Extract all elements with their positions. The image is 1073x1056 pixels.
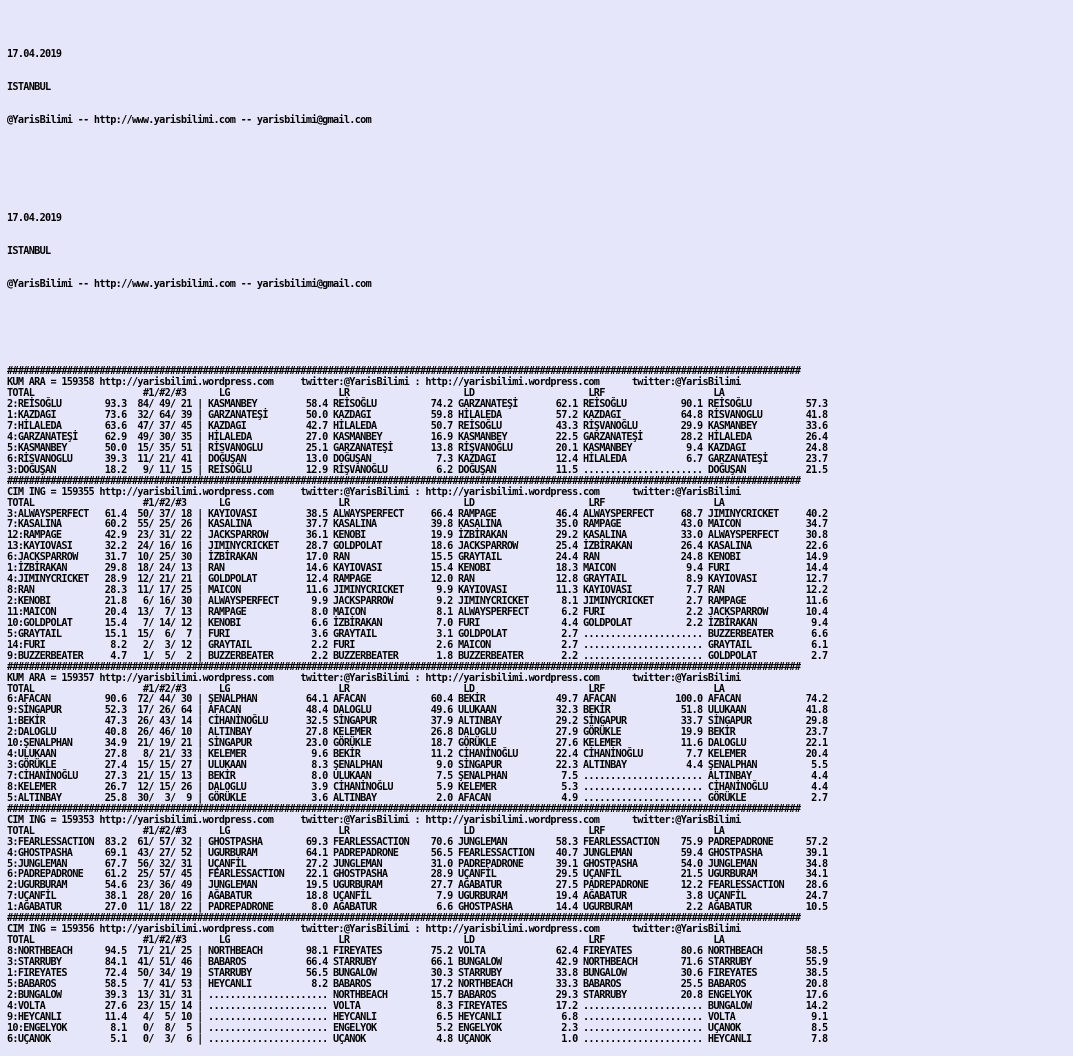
column-header-line: TOTAL #1/#2/#3 LG LR LD LRF LA — [7, 388, 725, 400]
result-row: 7:CİHANİNOĞLU 27.3 21/ 15/ 13 | BEKİR 8.0 ULUKAAN 7.5 ŞENALPHAN 7.5 ...................... ALTINBAY 4.4 — [7, 771, 828, 782]
race-sections — [7, 367, 827, 1045]
result-row: 10:ŞENALPHAN 34.9 21/ 19/ 21 | SİNGAPUR 23.0 GÖRÜKLE 18.7 GÖRÜKLE 27.6 KELEMER 11.6 DALOGLU 22.1 — [7, 738, 828, 750]
result-row: 8:NORTHBEACH 94.5 71/ 21/ 25 | NORTHBEACH 98.1 FIREYATES 75.2 VOLTA 62.4 FIREYATES 80.6 NORTHBEACH 58.5 — [7, 946, 828, 957]
separator-line: ################################################################################################################################################## — [7, 661, 801, 673]
result-row: 10:ENGELYOK 8.1 0/ 8/ 5 | ...................... ENGELYOK 5.2 ENGELYOK 2.3 ...................... UÇANOK 8.5 — [7, 1022, 828, 1034]
header-date: 17.04.2019 — [7, 48, 62, 60]
result-row: 4:JIMINYCRICKET 28.9 12/ 21/ 21 | GOLDPOLAT 12.4 RAMPAGE 12.0 RAN 12.8 GRAYTAIL 8.9 KAYIOVASI 12.7 — [7, 574, 828, 586]
race-section — [7, 367, 827, 476]
result-row: 9:HEYCANLI 11.4 4/ 5/ 10 | ...................... HEYCANLI 6.5 HEYCANLI 6.8 ...................... VOLTA 9.1 — [7, 1011, 828, 1023]
result-row: 5:GRAYTAIL 15.1 15/ 6/ 7 | FURI 3.6 GRAYTAIL 3.1 GOLDPOLAT 2.7 ...................... BUZZERBEATER 6.6 — [7, 628, 828, 640]
race-section — [7, 477, 827, 663]
result-row: 12:RAMPAGE 42.9 23/ 31/ 22 | JACKSPARROW 36.1 KENOBI 19.9 İZBİRAKAN 29.2 KASALINA 33.0 ALWAYSPERFECT 30.8 — [7, 530, 828, 542]
result-row: 7:UÇANFİL 38.1 28/ 20/ 16 | AĞABATUR 18.8 UÇANFİL 7.9 UGURBURAM 19.4 AĞABATUR 3.8 UÇANFİL 24.7 — [7, 891, 828, 903]
report-header — [7, 28, 827, 346]
separator-line: ################################################################################################################################################## — [7, 475, 801, 487]
column-header-line: TOTAL #1/#2/#3 LG LR LD LRF LA — [7, 497, 725, 509]
result-row: 11:MAICON 20.4 13/ 7/ 13 | RAMPAGE 8.0 MAICON 8.1 ALWAYSPERFECT 6.2 FURI 2.2 JACKSPARROW 10.4 — [7, 606, 828, 618]
result-row: 5:ALTINBAY 25.8 30/ 3/ 9 | GÖRÜKLE 3.6 ALTINBAY 2.0 AFACAN 4.9 ...................... GÖRÜKLE 2.7 — [7, 792, 828, 804]
result-row: 2:REİSOĞLU 93.3 84/ 49/ 21 | KASMANBEY 58.4 REİSOĞLU 74.2 GARZANATEŞİ 62.1 REİSOĞLU 90.1 REİSOĞLU 57.3 — [7, 399, 828, 411]
race-title-line: KUM ARA = 159357 http://yarisbilimi.wordpress.com twitter:@YarisBilimi : http://yarisbilimi.wordpress.com twitter:@YarisBilimi — [7, 672, 741, 684]
result-row: 3:GÖRÜKLE 27.4 15/ 15/ 27 | ULUKAAN 8.3 ŞENALPHAN 9.0 SİNGAPUR 22.3 ALTINBAY 4.4 ŞENALPHAN 5.5 — [7, 760, 828, 772]
result-row: 1:İZBİRAKAN 29.8 18/ 24/ 13 | RAN 14.6 KAYIOVASI 15.4 KENOBI 18.3 MAICON 9.4 FURI 14.4 — [7, 563, 828, 575]
race-section — [7, 663, 827, 805]
column-header-line: TOTAL #1/#2/#3 LG LR LD LRF LA — [7, 825, 725, 837]
race-section — [7, 914, 827, 1045]
result-row: 7:KASALINA 60.2 55/ 25/ 26 | KASALINA 37.7 KASALINA 39.8 KASALINA 35.0 RAMPAGE 43.0 MAICON 34.7 — [7, 519, 828, 531]
result-row: 5:KASMANBEY 50.0 15/ 35/ 51 | RİSVANOGLU 25.1 GARZANATEŞİ 13.8 RİŞVANOĞLU 20.1 KASMANBEY 9.4 KAZDAGI 24.8 — [7, 442, 828, 454]
result-row: 9:BUZZERBEATER 4.7 1/ 5/ 2 | BUZZERBEATER 2.2 BUZZERBEATER 1.8 BUZZERBEATER 2.2 ...................... GOLDPOLAT 2.7 — [7, 650, 828, 662]
result-row: 3:ALWAYSPERFECT 61.4 50/ 37/ 18 | KAYIOVASI 38.5 ALWAYSPERFECT 66.4 RAMPAGE 46.4 ALWAYSPERFECT 68.7 JIMINYCRICKET 40.2 — [7, 508, 828, 520]
result-row: 2:UGURBURAM 54.6 23/ 36/ 49 | JUNGLEMAN 19.5 UGURBURAM 27.7 AĞABATUR 27.5 PADREPADRONE 12.2 FEARLESSACTION 28.6 — [7, 880, 828, 892]
separator-line: ################################################################################################################################################## — [7, 913, 801, 925]
result-row: 4:VOLTA 27.6 23/ 15/ 14 | ...................... VOLTA 8.3 FIREYATES 17.2 ...................... BUNGALOW 14.2 — [7, 1000, 828, 1012]
header-blank — [7, 181, 827, 192]
separator-line: ################################################################################################################################################## — [7, 366, 801, 378]
result-row: 1:KAZDAGI 73.6 32/ 64/ 39 | GARZANATEŞİ 50.0 KAZDAGI 59.8 HİLALEDA 57.2 KAZDAGI 64.8 RİSVANOGLU 41.8 — [7, 410, 828, 422]
result-row: 9:SİNGAPUR 52.3 17/ 26/ 64 | AFACAN 48.4 DALOGLU 49.6 ULUKAAN 32.3 BEKİR 51.8 ULUKAAN 41.8 — [7, 705, 828, 717]
result-row: 1:FIREYATES 72.4 50/ 34/ 19 | STARRUBY 56.5 BUNGALOW 30.3 STARRUBY 33.8 BUNGALOW 30.6 FIREYATES 38.5 — [7, 967, 828, 979]
result-row: 2:DALOGLU 40.8 26/ 46/ 10 | ALTINBAY 27.8 KELEMER 26.8 DALOGLU 27.9 GÖRÜKLE 19.9 BEKİR 23.7 — [7, 727, 828, 739]
race-title-line: KUM ARA = 159358 http://yarisbilimi.wordpress.com twitter:@YarisBilimi : http://yarisbilimi.wordpress.com twitter:@YarisBilimi — [7, 377, 741, 389]
result-row: 13:KAYIOVASI 32.2 24/ 16/ 16 | JIMINYCRICKET 28.7 GOLDPOLAT 18.6 JACKSPARROW 25.4 İZBİRAKAN 26.4 KASALINA 22.6 — [7, 541, 828, 553]
result-row: 6:AFACAN 90.6 72/ 44/ 30 | ŞENALPHAN 64.1 AFACAN 60.4 BEKİR 49.7 AFACAN 100.0 AFACAN 74.2 — [7, 694, 828, 706]
result-row: 7:HİLALEDA 63.6 47/ 37/ 45 | KAZDAGI 42.7 HİLALEDA 50.7 REİSOĞLU 43.3 RİŞVANOĞLU 29.9 KASMANBEY 33.6 — [7, 421, 828, 432]
header-blank — [7, 313, 827, 324]
result-row: 6:UÇANOK 5.1 0/ 3/ 6 | ...................... UÇANOK 4.8 UÇANOK 1.0 ...................... HEYCANLI 7.8 — [7, 1033, 828, 1045]
column-header-line: TOTAL #1/#2/#3 LG LR LD LRF LA — [7, 683, 725, 695]
header-date: 17.04.2019 — [7, 213, 62, 225]
race-title-line: CIM ING = 159353 http://yarisbilimi.wordpress.com twitter:@YarisBilimi : http://yarisbilimi.wordpress.com twitter:@YarisBilimi — [7, 814, 741, 826]
result-row: 2:BUNGALOW 39.3 13/ 31/ 31 | ...................... NORTHBEACH 15.7 BABAROS 29.3 STARRUBY 20.8 ENGELYOK 17.6 — [7, 989, 828, 1001]
header-blank — [7, 148, 827, 159]
header-contact: @YarisBilimi -- http://www.yarisbilimi.com -- yarisbilimi@gmail.com — [7, 114, 372, 126]
header-contact: @YarisBilimi -- http://www.yarisbilimi.com -- yarisbilimi@gmail.com — [7, 278, 372, 290]
result-row: 2:KENOBI 21.8 6/ 16/ 30 | ALWAYSPERFECT 9.9 JACKSPARROW 9.2 JIMINYCRICKET 8.1 JIMINYCRICKET 2.7 RAMPAGE 11.6 — [7, 596, 828, 607]
result-row: 5:JUNGLEMAN 67.7 56/ 32/ 31 | UÇANFİL 27.2 JUNGLEMAN 31.0 PADREPADRONE 39.1 GHOSTPASHA 54.0 JUNGLEMAN 34.8 — [7, 858, 828, 870]
result-row: 6:RİSVANOGLU 39.3 11/ 21/ 41 | DOĞUŞAN 13.0 DOĞUŞAN 7.3 KAZDAGI 12.4 HİLALEDA 6.7 GARZANATEŞİ 23.7 — [7, 453, 828, 465]
result-row: 8:KELEMER 26.7 12/ 15/ 26 | DALOGLU 3.9 CİHANİNOĞLU 5.9 KELEMER 5.3 ...................... CİHANİNOĞLU 4.4 — [7, 781, 828, 793]
result-row: 3:FEARLESSACTION 83.2 61/ 57/ 32 | GHOSTPASHA 69.3 FEARLESSACTION 70.6 JUNGLEMAN 58.3 FEARLESSACTION 75.9 PADREPADRONE 57.2 — [7, 836, 828, 848]
race-title-line: CIM ING = 159356 http://yarisbilimi.wordpress.com twitter:@YarisBilimi : http://yarisbilimi.wordpress.com twitter:@YarisBilimi — [7, 924, 741, 936]
race-title-line: CIM ING = 159355 http://yarisbilimi.wordpress.com twitter:@YarisBilimi : http://yarisbilimi.wordpress.com twitter:@YarisBilimi — [7, 486, 741, 498]
header-city: ISTANBUL — [7, 245, 51, 257]
result-row: 4:ULUKAAN 27.8 8/ 21/ 33 | KELEMER 9.6 BEKİR 11.2 CİHANİNOĞLU 22.4 CİHANİNOĞLU 7.7 KELEMER 20.4 — [7, 749, 828, 761]
result-row: 10:GOLDPOLAT 15.4 7/ 14/ 12 | KENOBI 6.6 İZBİRAKAN 7.0 FURI 4.4 GOLDPOLAT 2.2 İZBİRAKAN 9.4 — [7, 617, 828, 629]
result-row: 14:FURI 8.2 2/ 3/ 12 | GRAYTAIL 2.2 FURI 2.6 MAICON 2.7 ...................... GRAYTAIL 6.1 — [7, 639, 828, 651]
result-row: 4:GARZANATEŞİ 62.9 49/ 30/ 35 | HİLALEDA 27.0 KASMANBEY 16.9 KASMANBEY 22.5 GARZANATEŞİ 28.2 HİLALEDA 26.4 — [7, 431, 828, 443]
result-row: 3:DOĞUŞAN 18.2 9/ 11/ 15 | REİSOĞLU 12.9 RİŞVANOĞLU 6.2 DOĞUŞAN 11.5 ...................... DOĞUŞAN 21.5 — [7, 464, 828, 476]
header-city: ISTANBUL — [7, 81, 51, 93]
result-row: 3:STARRUBY 84.1 41/ 51/ 46 | BABAROS 66.4 STARRUBY 66.1 BUNGALOW 42.9 NORTHBEACH 71.6 STARRUBY 55.9 — [7, 956, 828, 968]
race-report-document — [7, 6, 827, 1056]
race-section — [7, 805, 827, 914]
result-row: 1:AĞABATUR 27.0 11/ 18/ 22 | PADREPADRONE 8.0 AĞABATUR 6.6 GHOSTPASHA 14.4 UGURBURAM 2.2 AĞABATUR 10.5 — [7, 902, 828, 914]
result-row: 6:PADREPADRONE 61.2 25/ 57/ 45 | FEARLESSACTION 22.1 GHOSTPASHA 28.9 UÇANFİL 29.5 UÇANFİL 21.5 UGURBURAM 34.1 — [7, 869, 828, 881]
result-row: 6:JACKSPARROW 31.7 10/ 25/ 30 | İZBİRAKAN 17.0 RAN 15.5 GRAYTAIL 24.4 RAN 24.8 KENOBI 14.9 — [7, 552, 828, 564]
result-row: 8:RAN 28.3 11/ 17/ 25 | MAICON 11.6 JIMINYCRICKET 9.9 KAYIOVASI 11.3 KAYIOVASI 7.7 RAN 12.2 — [7, 585, 828, 597]
column-header-line: TOTAL #1/#2/#3 LG LR LD LRF LA — [7, 935, 725, 947]
result-row: 5:BABAROS 58.5 7/ 41/ 53 | HEYCANLI 8.2 BABAROS 17.2 NORTHBEACH 33.3 BABAROS 25.5 BABAROS 20.8 — [7, 978, 828, 990]
result-row: 1:BEKİR 47.3 26/ 43/ 14 | CİHANİNOĞLU 32.5 SİNGAPUR 37.9 ALTINBAY 29.2 SİNGAPUR 33.7 SİNGAPUR 29.8 — [7, 716, 828, 728]
result-row: 4:GHOSTPASHA 69.1 43/ 27/ 52 | UGURBURAM 64.1 PADREPADRONE 56.5 FEARLESSACTION 40.7 JUNGLEMAN 59.4 GHOSTPASHA 39.1 — [7, 847, 828, 859]
separator-line: ################################################################################################################################################## — [7, 803, 801, 815]
